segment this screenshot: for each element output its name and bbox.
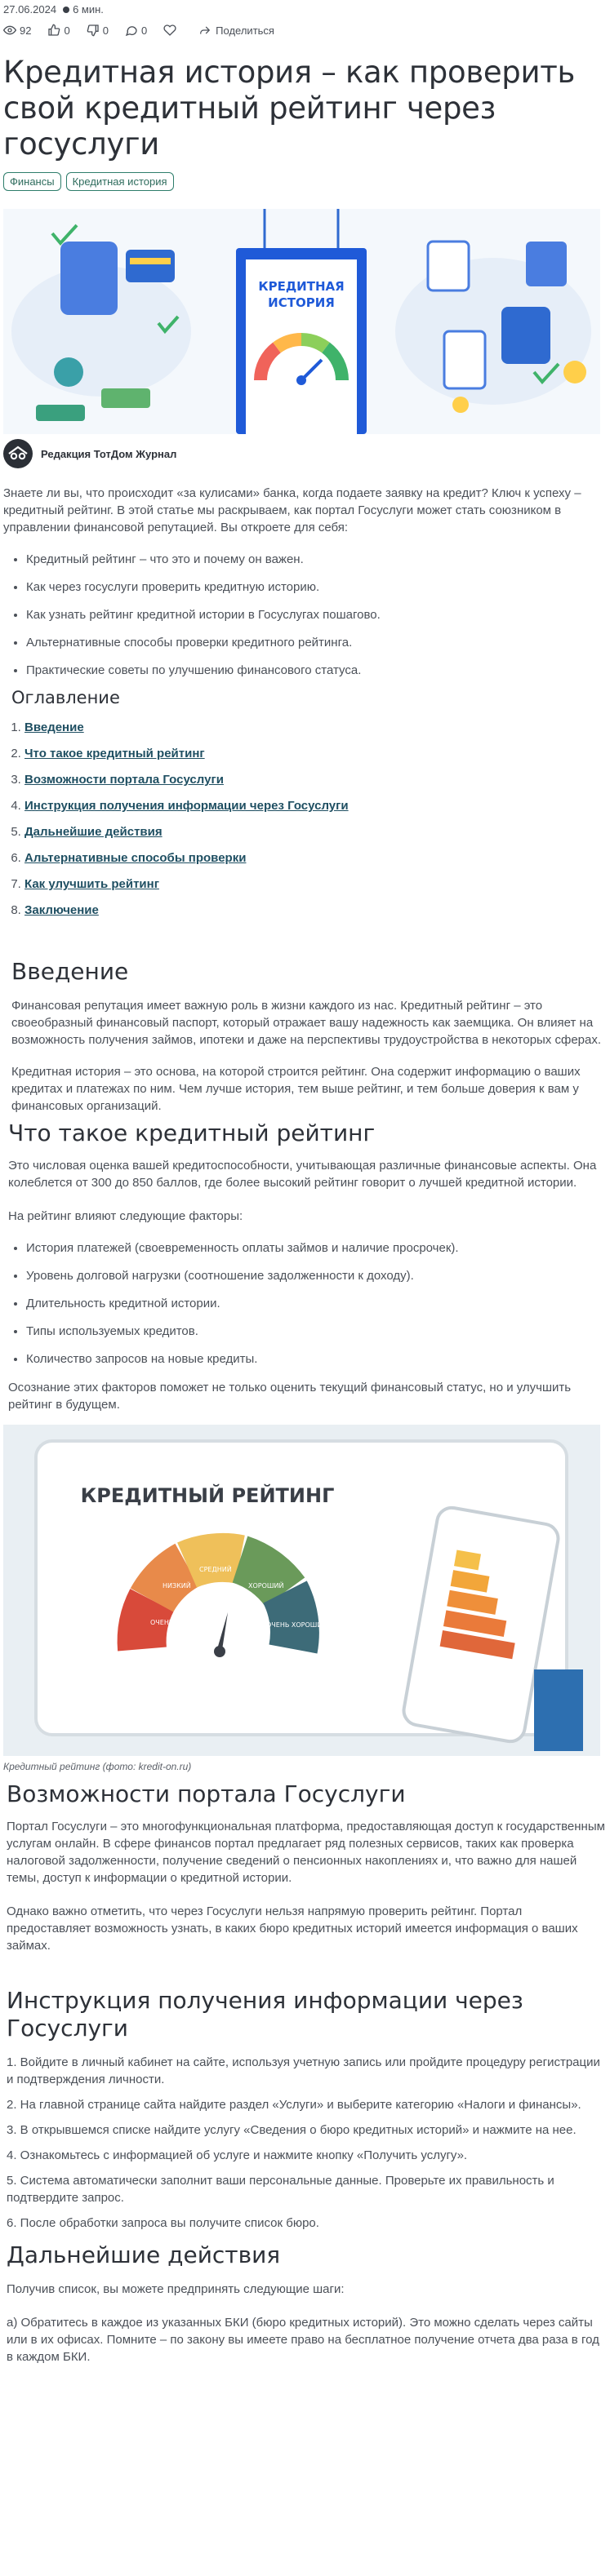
article-stats <box>3 24 607 37</box>
thumbs-down-icon <box>87 24 100 37</box>
list-item: • Типы используемых кредитов. <box>26 1323 607 1340</box>
toc-link-conclusion[interactable]: Заключение <box>24 903 99 917</box>
toc-link-gosuslugi[interactable]: Возможности портала Госуслуги <box>24 773 224 787</box>
list-item: • Количество запросов на новые кредиты. <box>26 1350 607 1368</box>
step-item <box>7 2054 607 2088</box>
gauge-label-medium: СРЕДНИЙ <box>199 1566 232 1573</box>
comment-icon <box>125 24 138 37</box>
rating-factors-list <box>3 1239 607 1368</box>
instruction-steps <box>7 2054 607 2232</box>
article-author[interactable] <box>3 439 607 468</box>
next-steps-paragraph-1: Получив список, вы можете предпринять следующие шаги: <box>7 2282 345 2296</box>
section-heading-next-steps: Дальнейшие действия <box>7 2241 281 2268</box>
rating-paragraph-3: Осознание этих факторов поможет не только оценить текущий финансовый статус, но и улучшить рейтинг в будущем. <box>8 1381 572 1412</box>
toc-link-intro[interactable]: Введение <box>24 720 84 734</box>
toc-item <box>24 771 607 788</box>
list-item: • Альтернативные способы проверки кредитного рейтинга. <box>26 634 607 651</box>
list-item: • Кредитный рейтинг – что это и почему он важен. <box>26 551 607 568</box>
toc-link-next-steps[interactable]: Дальнейшие действия <box>24 825 163 839</box>
toc-title: Оглавление <box>11 688 120 707</box>
gauge-label-low: НИЗКИЙ <box>163 1582 191 1589</box>
dislikes-count: 0 <box>102 24 109 37</box>
tag-credit-history[interactable]: Кредитная история <box>66 172 174 191</box>
list-item: • Уровень долговой нагрузки (соотношение задолженности к доходу). <box>26 1267 607 1284</box>
thumbs-up-icon <box>47 24 60 37</box>
house-logo-icon <box>7 446 29 462</box>
step-item <box>7 2122 607 2139</box>
gauge-label-very-low: ОЧЕНЬ НИЗКИЙ <box>150 1619 204 1626</box>
figure-caption: Кредитный рейтинг (фото: kredit-on.ru) <box>3 1761 192 1772</box>
toc-item <box>24 849 607 867</box>
section-heading-instruction: Инструкция получения информации через Госуслуги <box>7 1987 523 2042</box>
share-icon <box>199 24 211 36</box>
step-text: 3. В открывшемся списке найдите услугу «Сведения о бюро кредитных историй» и нажмите на нее. <box>7 2123 577 2137</box>
gosuslugi-paragraph-1: Портал Госуслуги – это многофункциональная платформа, предоставляющая доступ к государственным услугам онлайн. В сфере финансов портал предлагает ряд полезных сервисов, таких как проверка налоговой задолженности, получение сведений о пенсионных накоплениях и, что важно для нашей темы, доступ к информации о кредитной истории. <box>7 1820 605 1885</box>
comments-count: 0 <box>140 24 148 37</box>
rating-paragraph-1: Это числовая оценка вашей кредитоспособности, учитывающая различные финансовые аспекты. Она колеблется от 300 до 850 баллов, где более высокий рейтинг говорит о лучшей кредитной истории. <box>8 1159 597 1190</box>
step-text: 5. Система автоматически заполнит ваши персональные данные. Проверьте их правильность и подтвердите запрос. <box>7 2174 554 2205</box>
rating-paragraph-2: На рейтинг влияют следующие факторы: <box>8 1209 243 1223</box>
tag-list <box>3 172 607 191</box>
gauge-label-very-good: ОЧЕНЬ ХОРОШИЙ <box>266 1621 327 1629</box>
like-button[interactable] <box>47 24 69 37</box>
step-item <box>7 2215 607 2232</box>
intro-section-paragraph-2: Кредитная история – это основа, на которой строится рейтинг. Она содержит информацию о ваших кредитах и платежах по ним. Чем лучше история, тем выше рейтинг, и тем больше доверия к вам у финансовых организаций. <box>11 1065 581 1113</box>
credit-rating-illustration <box>3 1425 600 1756</box>
article-title: Кредитная история – как проверить свой кредитный рейтинг через госуслуги <box>3 55 575 162</box>
dislike-button[interactable] <box>87 24 109 37</box>
list-item: • Практические советы по улучшению финансового статуса. <box>26 662 607 679</box>
hero-illustration <box>3 209 600 434</box>
hero-sign-line2: ИСТОРИЯ <box>268 295 335 310</box>
intro-bullet-list <box>3 551 607 679</box>
step-item <box>7 2147 607 2164</box>
step-item <box>7 2172 607 2206</box>
toc-link-rating[interactable]: Что такое кредитный рейтинг <box>24 747 205 760</box>
credit-rating-figure <box>3 1425 600 1756</box>
toc-link-improve[interactable]: Как улучшить рейтинг <box>24 877 159 891</box>
favorite-button[interactable] <box>163 24 176 37</box>
toc-link-alternatives[interactable]: Альтернативные способы проверки <box>24 851 247 865</box>
toc-link-instruction[interactable]: Инструкция получения информации через Госуслуги <box>24 799 349 813</box>
author-avatar <box>3 439 33 468</box>
next-steps-paragraph-2: а) Обратитесь в каждое из указанных БКИ (бюро кредитных историй). Это можно сделать через сайты или в их офисах. Помните – по закону вы имеете право на бесплатное получение отчета два раза в год в каждом БКИ. <box>7 2316 599 2364</box>
list-item: • История платежей (своевременность оплаты займов и наличие просрочек). <box>26 1239 607 1257</box>
share-label: Поделиться <box>216 24 274 37</box>
section-heading-intro: Введение <box>11 958 129 985</box>
step-text: 2. На главной странице сайта найдите раздел «Услуги» и выберите категорию «Налоги и финансы». <box>7 2098 581 2112</box>
heart-icon <box>163 24 176 37</box>
comments-button[interactable] <box>125 24 147 37</box>
read-time <box>63 3 104 16</box>
article-meta <box>3 0 607 16</box>
toc-item <box>24 797 607 814</box>
step-text: 4. Ознакомьтесь с информацией об услуге и нажмите кнопку «Получить услугу». <box>7 2148 468 2162</box>
read-time-value: 6 мин. <box>73 3 104 16</box>
hero-image <box>3 209 600 434</box>
figure-title: КРЕДИТНЫЙ РЕЙТИНГ <box>80 1484 335 1507</box>
section-heading-rating: Что такое кредитный рейтинг <box>8 1120 376 1146</box>
intro-section-paragraph-1: Финансовая репутация имеет важную роль в жизни каждого из нас. Кредитный рейтинг – это своеобразный финансовый паспорт, который отражает вашу надежность как заемщика. Он влияет на возможность получения займов, ипотеки и даже на перспективы трудоустройства в некоторых сферах. <box>11 999 602 1047</box>
tag-finance[interactable]: Финансы <box>3 172 61 191</box>
list-item: • Длительность кредитной истории. <box>26 1295 607 1312</box>
eye-icon <box>3 24 16 37</box>
likes-count: 0 <box>64 24 70 37</box>
intro-paragraph: Знаете ли вы, что происходит «за кулисами» банка, когда подаете заявку на кредит? Ключ к успеху – кредитный рейтинг. В этой статье мы раскрываем, как портал Госуслуги может стать союзником в управлении финансовой репутацией. Вы откроете для себя: <box>3 486 581 534</box>
share-button[interactable] <box>199 24 274 37</box>
gosuslugi-paragraph-2: Однако важно отметить, что через Госуслуги нельзя напрямую проверить рейтинг. Портал предоставляет возможность узнать, в каких бюро кредитных историй имеется информация о ваших займах. <box>7 1904 578 1953</box>
publish-date: 27.06.2024 <box>3 3 57 16</box>
hero-sign-line1: КРЕДИТНАЯ <box>258 279 345 294</box>
section-heading-gosuslugi: Возможности портала Госуслуги <box>7 1780 406 1807</box>
gauge-label-good: ХОРОШИЙ <box>248 1582 284 1589</box>
views-count: 92 <box>20 24 32 37</box>
table-of-contents <box>3 719 607 919</box>
dot-icon <box>63 7 69 13</box>
views-counter <box>3 24 31 37</box>
toc-item <box>24 719 607 736</box>
step-text: 1. Войдите в личный кабинет на сайте, используя учетную запись или пройдите процедуру регистрации и подтверждения личности. <box>7 2055 600 2086</box>
step-text: 6. После обработки запроса вы получите список бюро. <box>7 2216 319 2230</box>
toc-item <box>24 745 607 762</box>
toc-item <box>24 876 607 893</box>
toc-item <box>24 823 607 840</box>
toc-item <box>24 902 607 919</box>
list-item: • Как узнать рейтинг кредитной истории в Госуслугах пошагово. <box>26 606 607 623</box>
step-item <box>7 2096 607 2113</box>
author-name: Редакция ТотДом Журнал <box>41 447 177 460</box>
list-item: • Как через госуслуги проверить кредитную историю. <box>26 579 607 596</box>
